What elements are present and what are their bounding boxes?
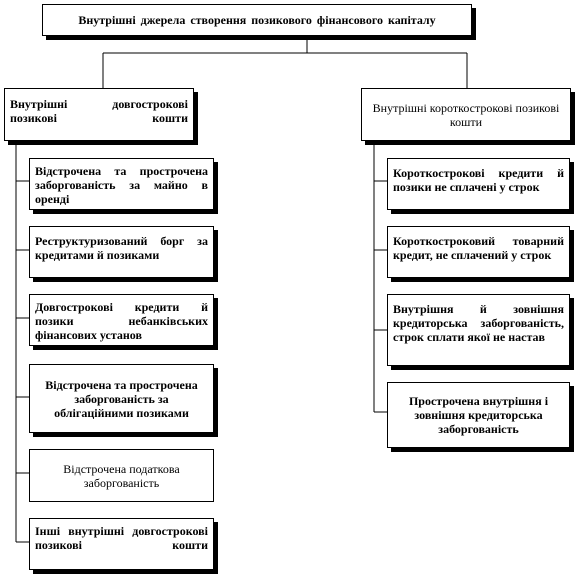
long-term-item-3-label: Довгострокові кредити й позики небанківських фінансових установ [35,300,208,342]
long-term-item-2 [29,226,214,278]
root-node [42,4,472,36]
long-term-item-2-label: Реструктуризований борг за кредитами й позиками [35,234,208,262]
long-term-item-4-label: Відстрочена та прострочена заборгованість за облігаційними позиками [45,377,198,420]
long-term-item-6 [29,518,214,570]
short-term-item-3-label: Внутрішня й зовнішня кредиторська заборгованість, строк сплати якої не настав [393,302,564,344]
short-term-item-4-label: Прострочена внутрішня і зовнішня кредиторська заборгованість [408,394,549,436]
short-term-item-2-label: Короткостроковий товарний кредит, не сплачений у строк [393,234,564,262]
long-term-item-4 [29,364,214,433]
short-term-item-1 [387,158,570,210]
short-term-item-1-label: Короткострокові кредити й позики не сплачені у строк [393,166,564,194]
long-term-item-1-label: Відстрочена та прострочена заборгованість за майно в оренді [35,164,208,206]
long-term-node-label: Внутрішні довгострокові позикові кошти [10,97,188,125]
long-term-item-5-label: Відстрочена податкова заборгованість [63,461,180,490]
long-term-item-6-label: Інші внутрішні довгострокові позикові кошти [35,524,208,552]
long-term-item-1 [29,158,214,210]
short-term-node [361,88,571,141]
long-term-item-3 [29,294,214,346]
short-term-item-3 [387,294,570,366]
root-node-label: Внутрішні джерела створення позикового фінансового капіталу [78,13,436,27]
long-term-item-5 [29,449,214,502]
short-term-node-label: Внутрішні короткострокові позикові кошти [372,100,560,129]
short-term-item-2 [387,226,570,278]
short-term-item-4 [387,382,570,448]
long-term-node [4,88,194,141]
